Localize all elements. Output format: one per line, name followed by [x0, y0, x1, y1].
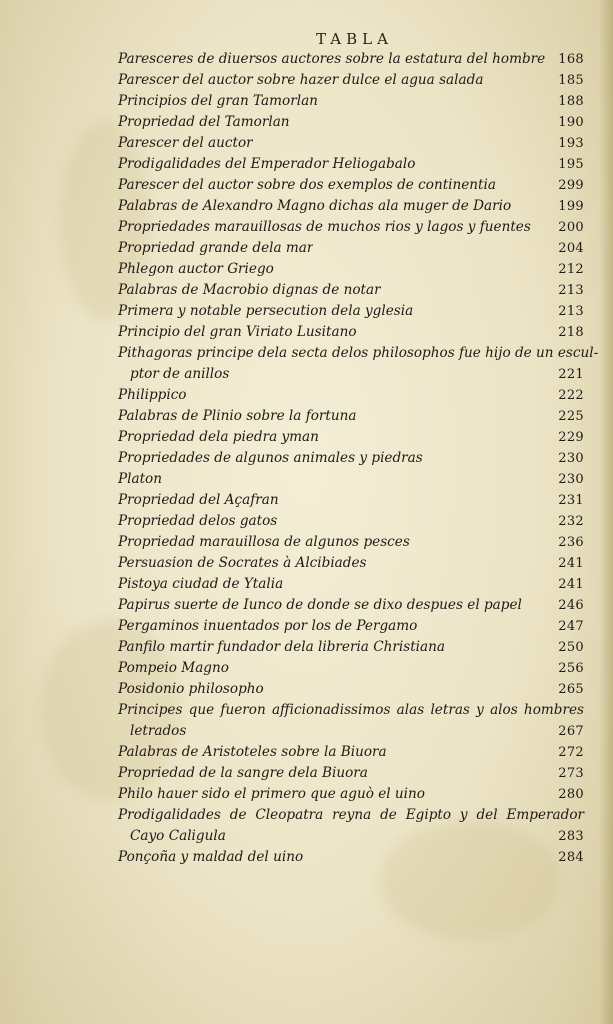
entry-title: Persuasion de Socrates à Alcibiades [118, 555, 367, 571]
index-entry [118, 616, 584, 637]
index-entry [118, 91, 584, 112]
entry-title: Primera y notable persecution dela yglesia [118, 303, 414, 319]
entry-title: Propriedad dela piedra yman [118, 429, 319, 445]
index-entry [118, 196, 584, 217]
index-entry [118, 553, 584, 574]
page-number: 241 [558, 577, 584, 592]
page-number: 168 [558, 52, 584, 67]
index-entry [118, 637, 584, 658]
index-entry [118, 427, 584, 448]
entry-title: Palabras de Plinio sobre la fortuna [118, 408, 357, 424]
entry-title: Pistoya ciudad de Ytalia [118, 576, 284, 592]
index-entry [118, 700, 584, 742]
index-entry [118, 847, 584, 868]
index-entry [118, 301, 584, 322]
index-entry [118, 658, 584, 679]
index-entry [118, 343, 599, 385]
page-number: 190 [558, 115, 584, 130]
page-number: 204 [558, 241, 584, 256]
index-entry [118, 238, 584, 259]
index-entry [118, 574, 584, 595]
index-entry [118, 70, 584, 91]
entry-title: Pompeio Magno [118, 660, 229, 676]
index-entry [118, 490, 584, 511]
entry-title: Propriedad del Tamorlan [118, 114, 290, 130]
entry-title: Propriedad de la sangre dela Biuora [118, 765, 368, 781]
entry-title: Philippico [118, 387, 187, 403]
entry-title: Paresceres de diuersos auctores sobre la estatura del hombre [118, 51, 546, 67]
entry-title: Propriedad del Açafran [118, 492, 279, 508]
running-head: TABLA [316, 30, 393, 48]
page-number: 225 [558, 409, 584, 424]
entry-title: Pergaminos inuentados por los de Pergamo [118, 618, 418, 634]
page-number: 218 [558, 325, 584, 340]
index-entry [118, 133, 584, 154]
entry-title: Propriedades marauillosas de muchos rios y lagos y fuentes [118, 219, 531, 235]
entry-title: Principes que fueron afficionadissimos alas letras y alos hombres [118, 702, 584, 718]
index-entry [118, 448, 584, 469]
entry-title: Pithagoras principe dela secta delos philosophos fue hijo de un escul- [118, 345, 599, 361]
entry-title: Propriedad grande dela mar [118, 240, 314, 256]
index-entry [118, 784, 584, 805]
page-number: 221 [558, 367, 584, 382]
index-entry [118, 469, 584, 490]
index-entry [118, 175, 584, 196]
page-number: 185 [558, 73, 584, 88]
page-number: 195 [558, 157, 584, 172]
index-entry [118, 322, 584, 343]
page-number: 256 [558, 661, 584, 676]
page-number: 265 [558, 682, 584, 697]
index-entry [118, 679, 584, 700]
index-entry [118, 154, 584, 175]
index-entry [118, 217, 584, 238]
page-number: 241 [558, 556, 584, 571]
page-number: 229 [558, 430, 584, 445]
index-entry [118, 112, 584, 133]
page-number: 200 [558, 220, 584, 235]
page-number: 267 [558, 724, 584, 739]
page-number: 283 [558, 829, 584, 844]
entry-title: Parescer del auctor [118, 135, 253, 151]
entry-title: Propriedades de algunos animales y piedras [118, 450, 423, 466]
page-number: 284 [558, 850, 584, 865]
index-list [118, 49, 599, 868]
page-number: 232 [558, 514, 584, 529]
entry-title: Propriedad delos gatos [118, 513, 278, 529]
entry-title: Panfilo martir fundador dela libreria Christiana [118, 639, 445, 655]
page-number: 193 [558, 136, 584, 151]
page-number: 188 [558, 94, 584, 109]
entry-title: Palabras de Aristoteles sobre la Biuora [118, 744, 387, 760]
page-number: 280 [558, 787, 584, 802]
entry-title: Phlegon auctor Griego [118, 261, 274, 277]
entry-title: Palabras de Alexandro Magno dichas ala muger de Dario [118, 198, 512, 214]
index-entry [118, 763, 584, 784]
page-number: 213 [558, 304, 584, 319]
entry-title: Principio del gran Viriato Lusitano [118, 324, 357, 340]
page-number: 222 [558, 388, 584, 403]
entry-title: Posidonio philosopho [118, 681, 264, 697]
entry-title-continuation: Cayo Caligula [130, 828, 226, 844]
page-number: 236 [558, 535, 584, 550]
page-number: 213 [558, 283, 584, 298]
page-number: 246 [558, 598, 584, 613]
entry-title: Papirus suerte de Iunco de donde se dixo despues el papel [118, 597, 522, 613]
entry-title: Parescer del auctor sobre dos exemplos de continentia [118, 177, 496, 193]
page-number: 230 [558, 451, 584, 466]
index-entry [118, 595, 584, 616]
index-entry [118, 742, 584, 763]
entry-title: Prodigalidades del Emperador Heliogabalo [118, 156, 416, 172]
index-entry [118, 805, 584, 847]
index-entry [118, 280, 584, 301]
entry-title: Propriedad marauillosa de algunos pesces [118, 534, 410, 550]
index-entry [118, 511, 584, 532]
entry-title: Parescer del auctor sobre hazer dulce el agua salada [118, 72, 484, 88]
page-number: 250 [558, 640, 584, 655]
page-number: 272 [558, 745, 584, 760]
page-number: 273 [558, 766, 584, 781]
page-number: 231 [558, 493, 584, 508]
entry-title-continuation: ptor de anillos [130, 366, 230, 382]
index-entry [118, 385, 584, 406]
entry-title: Ponçoña y maldad del uino [118, 849, 304, 865]
entry-title: Philo hauer sido el primero que aguò el uino [118, 786, 425, 802]
entry-title: Prodigalidades de Cleopatra reyna de Egipto y del Emperador [118, 807, 584, 823]
page-number: 299 [558, 178, 584, 193]
index-entry [118, 49, 584, 70]
page-number: 212 [558, 262, 584, 277]
entry-title: Principios del gran Tamorlan [118, 93, 318, 109]
page-number: 247 [558, 619, 584, 634]
index-entry [118, 259, 584, 280]
index-entry [118, 406, 584, 427]
entry-title-continuation: letrados [130, 723, 187, 739]
index-entry [118, 532, 584, 553]
page-number: 230 [558, 472, 584, 487]
page-number: 199 [558, 199, 584, 214]
entry-title: Platon [118, 471, 163, 487]
entry-title: Palabras de Macrobio dignas de notar [118, 282, 381, 298]
